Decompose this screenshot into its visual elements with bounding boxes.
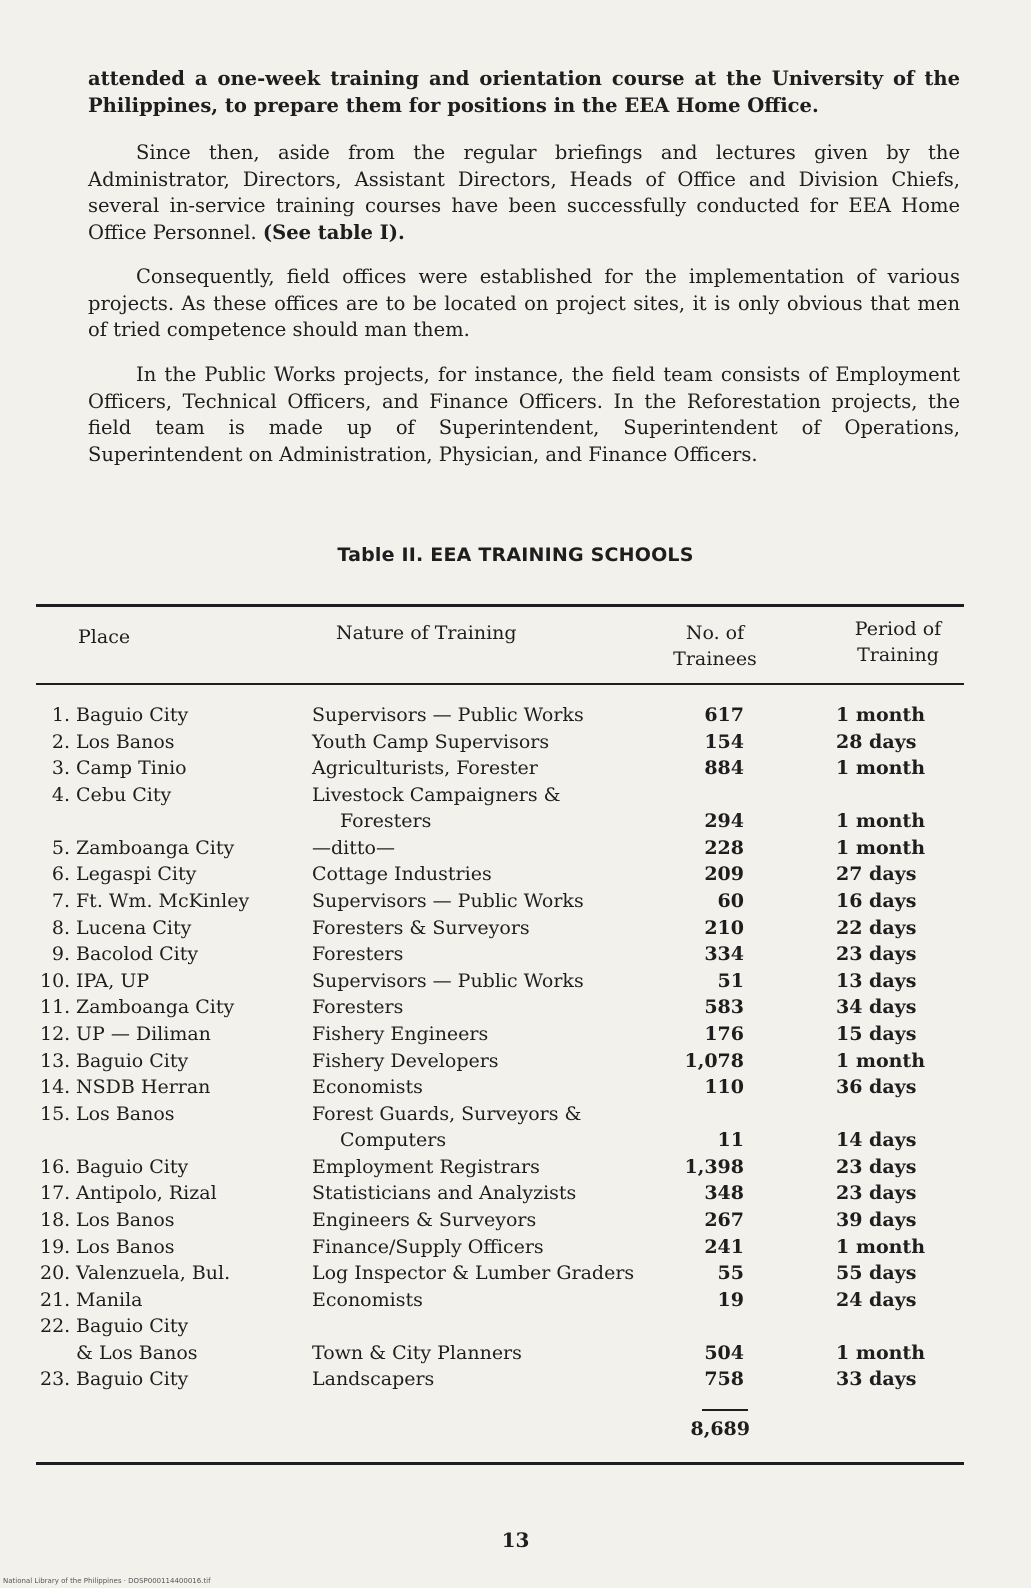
place-name: Los Banos [76,1208,175,1231]
place-name: Baguio City [76,1155,189,1178]
cell-nature [312,1048,702,1075]
cell-nature [312,1234,702,1261]
row-index: 1. [51,704,70,726]
row-index: 19. [40,1235,71,1258]
paragraph-2 [88,140,960,246]
nature-text: Employment Registrars [312,1155,540,1178]
nature-text: Agriculturists, Forester [312,757,538,780]
cell-period: 22 days [836,916,917,939]
cell-period: 23 days [836,1155,917,1178]
cell-nature [312,1313,702,1366]
cell-nature [312,729,702,756]
cell-place [40,888,302,915]
cell-place [40,1366,302,1393]
table-row [0,861,1031,888]
cell-trainees: 176 [704,1022,744,1045]
nature-text: Landscapers [312,1368,435,1391]
row-index: 4. [51,783,70,806]
place-name: Lucena City [76,916,192,939]
footer-note: National Library of the Philippines · DOSP000114400016.tif [3,1577,211,1585]
cell-period: 33 days [836,1368,917,1391]
cell-trainees: 210 [704,916,744,939]
row-index: 17. [40,1182,71,1205]
cell-period: 23 days [836,1182,917,1205]
paragraph-2-text: Since then, aside from the regular briefings and lectures given by the Administrator, Directors, Assistant Directors, Heads of Office and Division Chiefs, several in-service training courses have been successfully conducted for EEA Home Office Personnel. [88,141,960,244]
cell-trainees: 228 [704,836,744,859]
cell-place [40,915,302,942]
cell-period: 24 days [836,1288,917,1311]
row-index: 7. [51,889,70,912]
place-name: Camp Tinio [76,757,187,780]
row-index: 16. [40,1155,71,1178]
table-row [0,1287,1031,1314]
place-name: Bacolod City [76,943,199,966]
cell-nature [312,1207,702,1234]
cell-period: 55 days [836,1262,917,1285]
row-index: 20. [40,1262,71,1285]
page-number: 13 [501,1528,530,1552]
row-index: 5. [51,836,70,859]
cell-trainees: 110 [704,1076,744,1099]
cell-trainees: 504 [704,1341,744,1364]
table-row [0,1048,1031,1075]
cell-nature [312,835,702,862]
total-underline [702,1409,748,1411]
cell-nature [312,1287,702,1314]
cell-period: 23 days [836,943,917,966]
cell-place [40,1234,302,1261]
cell-nature [312,994,702,1021]
nature-text: Fishery Developers [312,1049,499,1072]
place-name-continued: & Los Banos [76,1341,198,1364]
place-name: Baguio City [76,1368,189,1391]
cell-place [40,1154,302,1181]
cell-period: 39 days [836,1208,917,1231]
table-row [0,941,1031,968]
place-name: Los Banos [76,730,175,753]
nature-text-continued: Computers [340,1129,447,1152]
cell-nature [312,888,702,915]
cell-place [40,1207,302,1234]
cell-place [40,835,302,862]
place-name: Baguio City [76,1315,189,1338]
cell-period: 28 days [836,730,917,753]
table-row [0,835,1031,862]
table-reference: (See table I). [262,220,405,244]
row-index: 3. [51,757,70,780]
nature-text: Foresters & Surveyors [312,916,530,939]
nature-text: Cottage Industries [312,863,492,886]
header-nature: Nature of Training [336,622,517,644]
cell-nature [312,702,702,729]
cell-period: 13 days [836,969,917,992]
cell-period: 1 month [836,1235,926,1258]
nature-text: Supervisors — Public Works [312,704,584,726]
place-name: Zamboanga City [76,996,235,1019]
cell-place [40,1101,302,1128]
place-name: Ft. Wm. McKinley [76,889,250,912]
row-index: 11. [40,996,71,1019]
cell-trainees: 334 [704,943,744,966]
table-row [0,888,1031,915]
header-period [830,616,966,668]
cell-place [40,941,302,968]
nature-text-continued: Foresters [340,810,432,833]
row-index: 12. [40,1022,71,1045]
cell-nature [312,1154,702,1181]
cell-period: 1 month [836,1341,926,1364]
cell-nature [312,915,702,942]
cell-nature [312,755,702,782]
place-name: NSDB Herran [76,1076,211,1099]
row-index: 9. [51,943,70,966]
table-title: Table II. EEA TRAINING SCHOOLS [337,544,694,566]
cell-trainees: 267 [704,1208,744,1231]
nature-text: Foresters [312,996,404,1019]
table-bottom-rule [36,1462,964,1465]
row-index: 10. [40,969,71,992]
cell-trainees: 154 [704,730,744,753]
cell-period: 27 days [836,863,917,886]
cell-place [40,1074,302,1101]
nature-text: Supervisors — Public Works [312,969,584,992]
nature-text: —ditto— [312,836,395,859]
table-row [0,1366,1031,1393]
table-top-rule [36,604,964,607]
cell-trainees: 209 [704,863,744,886]
cell-trainees: 583 [704,996,744,1019]
cell-place [40,1048,302,1075]
cell-place [40,1180,302,1207]
nature-text: Supervisors — Public Works [312,889,584,912]
cell-nature [312,861,702,888]
cell-trainees: 60 [717,889,744,912]
cell-place [40,782,302,809]
place-name: Manila [76,1288,143,1311]
row-index: 8. [51,916,70,939]
header-place: Place [78,626,131,648]
row-index: 14. [40,1076,71,1099]
table-row [0,782,1031,835]
cell-nature [312,1260,702,1287]
table-row [0,915,1031,942]
cell-place [40,1260,302,1287]
nature-text: Finance/Supply Officers [312,1235,544,1258]
cell-nature [312,941,702,968]
nature-text: Economists [312,1288,423,1311]
cell-nature [312,1074,702,1101]
cell-period: 14 days [836,1129,917,1152]
cell-period: 1 month [836,1049,926,1072]
place-name: Los Banos [76,1235,175,1258]
cell-nature [312,1366,702,1393]
cell-nature [312,782,702,835]
nature-text: Log Inspector & Lumber Graders [312,1262,635,1285]
cell-place [40,1313,302,1366]
cell-trainees: 51 [717,969,744,992]
cell-period: 1 month [836,810,926,833]
nature-text: Statisticians and Analyzists [312,1182,577,1205]
place-name: IPA, UP [76,969,150,992]
table-row [0,968,1031,995]
cell-place [40,1021,302,1048]
cell-period: 1 month [836,757,926,780]
cell-trainees: 1,398 [684,1155,744,1178]
nature-text: Engineers & Surveyors [312,1208,537,1231]
header-trainees-line-2: Trainees [673,648,757,670]
cell-nature [312,1021,702,1048]
place-name: Zamboanga City [76,836,235,859]
row-index: 18. [40,1208,71,1231]
table-row [0,1260,1031,1287]
header-period-line-2: Training [857,644,939,666]
row-index: 23. [40,1368,71,1391]
cell-trainees: 241 [704,1235,744,1258]
cell-place [40,729,302,756]
cell-trainees: 19 [717,1288,744,1311]
table-body [0,702,1031,1393]
paragraph-3: Consequently, field offices were established for the implementation of various projects. As these offices are to be located on project sites, it is only obvious that men of tried competence should man them. [88,265,960,341]
row-index: 13. [40,1049,71,1072]
cell-trainees: 1,078 [684,1049,744,1072]
cell-nature [312,1101,702,1154]
row-index: 21. [40,1288,71,1311]
nature-text: Economists [312,1076,423,1099]
table-row [0,702,1031,729]
row-index: 2. [51,730,70,753]
total-trainees: 8,689 [690,1418,750,1440]
header-period-line-1: Period of [854,618,942,640]
cell-nature [312,1180,702,1207]
table-row [0,1207,1031,1234]
cell-trainees: 884 [704,757,744,780]
cell-place [40,968,302,995]
cell-place [40,1287,302,1314]
cell-trainees: 758 [704,1368,744,1391]
place-name: Antipolo, Rizal [76,1182,217,1205]
table-row [0,1154,1031,1181]
cell-trainees: 617 [704,704,744,726]
place-name: Los Banos [76,1102,175,1125]
cell-period: 36 days [836,1076,917,1099]
cell-trainees: 348 [704,1182,744,1205]
cell-period: 16 days [836,889,917,912]
paragraph-4: In the Public Works projects, for instance, the field team consists of Employment Officers, Technical Officers, and Finance Officers. In the Reforestation projects, the field team is made up of Superintendent, Superintendent of Operations, Superintendent on Administration, Physician, and Finance Officers. [88,363,960,466]
table-row [0,1180,1031,1207]
cell-trainees: 55 [717,1262,744,1285]
cell-period: 34 days [836,996,917,1019]
table-row [0,1313,1031,1366]
cell-trainees: 11 [717,1129,744,1152]
row-index: 22. [40,1315,71,1338]
cell-nature [312,968,702,995]
cell-place [40,861,302,888]
row-index: 15. [40,1102,71,1125]
place-name: Cebu City [76,783,172,806]
table-row [0,729,1031,756]
cell-period: 1 month [836,704,926,726]
table-row [0,1234,1031,1261]
place-name: UP — Diliman [76,1022,211,1045]
nature-text: Foresters [312,943,404,966]
row-index: 6. [51,863,70,886]
table-row [0,1021,1031,1048]
table-row [0,994,1031,1021]
header-trainees [655,620,775,672]
cell-period: 15 days [836,1022,917,1045]
place-name: Valenzuela, Bul. [76,1262,231,1285]
header-trainees-line-1: No. of [685,622,745,644]
cell-trainees: 294 [704,810,744,833]
table-row [0,1074,1031,1101]
nature-text: Forest Guards, Surveyors & [312,1102,582,1125]
nature-text-continued: Town & City Planners [312,1341,522,1364]
nature-text: Livestock Campaigners & [312,783,561,806]
place-name: Legaspi City [76,863,197,886]
nature-text: Fishery Engineers [312,1022,489,1045]
place-name: Baguio City [76,1049,189,1072]
cell-place [40,755,302,782]
table-header-rule [36,683,964,685]
nature-text: Youth Camp Supervisors [312,730,550,753]
cell-place [40,702,302,729]
cell-period: 1 month [836,836,926,859]
cell-place [40,994,302,1021]
paragraph-1: attended a one-week training and orientation course at the University of the Philippines, to prepare them for positions in the EEA Home Office. [88,67,960,117]
table-row [0,1101,1031,1154]
place-name: Baguio City [76,704,189,726]
table-row [0,755,1031,782]
